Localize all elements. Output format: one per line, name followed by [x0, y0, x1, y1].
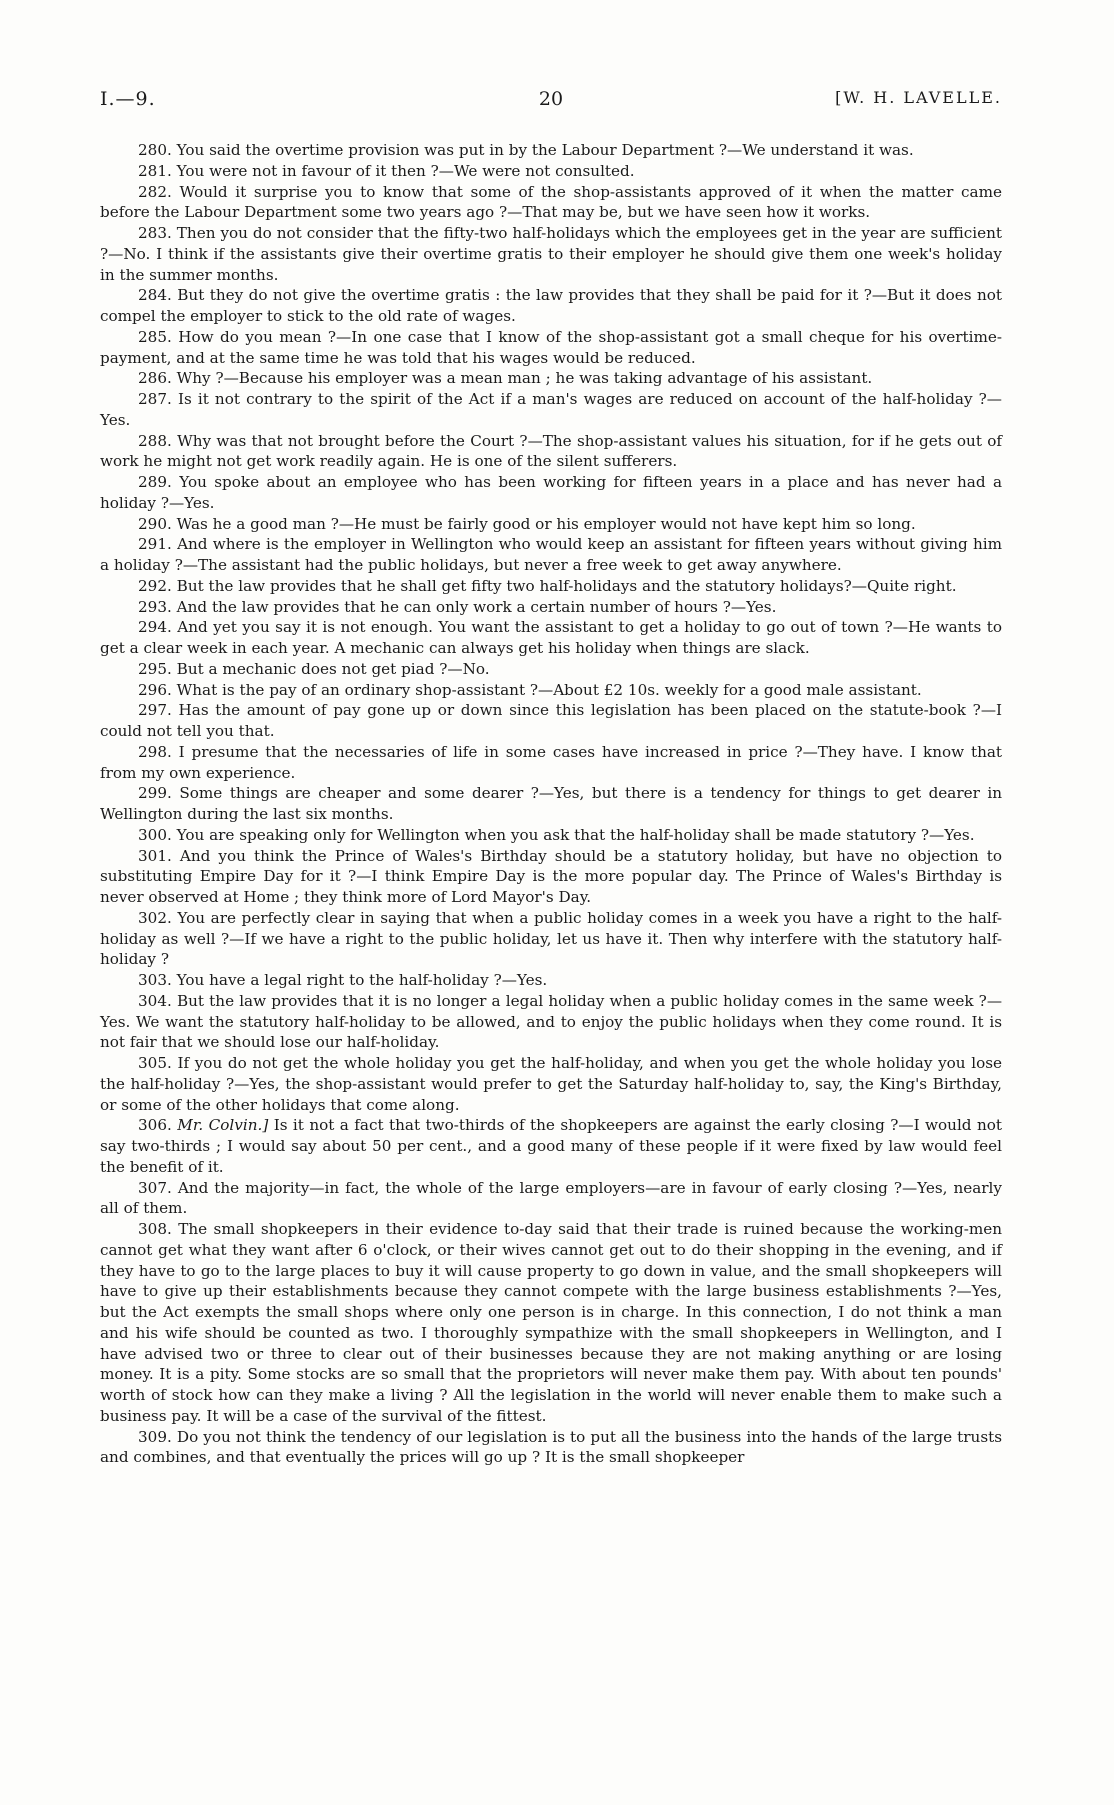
witness-name: [W. H. LAVELLE.: [835, 88, 1002, 107]
question-number: 287.: [138, 390, 172, 408]
question-number: 308.: [138, 1220, 172, 1238]
question-paragraph: [100, 680, 1002, 701]
question-paragraph: [100, 1053, 1002, 1115]
question-number: 305.: [138, 1054, 172, 1072]
question-number: 293.: [138, 597, 172, 616]
question-paragraph: [100, 617, 1002, 659]
question-text: How do you mean ?—In one case that I know of the shop-assistant got a small cheque for his overtime-payment, and at the same time he was told that his wages would be reduced.: [100, 327, 1002, 367]
question-paragraph: [100, 846, 1002, 908]
question-paragraph: [100, 1427, 1002, 1469]
question-text: Would it surprise you to know that some of the shop-assistants approved of it when the matter came before the Labour Department some two years ago ?—That may be, but we have seen how it works.: [100, 182, 1002, 222]
question-number: 295.: [138, 659, 172, 678]
question-text: You said the overtime provision was put in by the Labour Department ?—We understand it was.: [176, 141, 914, 159]
question-text: But a mechanic does not get piad ?—No.: [176, 659, 490, 678]
question-text: And the law provides that he can only work a certain number of hours ?—Yes.: [176, 597, 777, 616]
question-number: 288.: [138, 431, 172, 450]
question-paragraph: [100, 908, 1002, 970]
question-text: And where is the employer in Wellington who would keep an assistant for fifteen years without giving him a holiday ?—The assistant had the public holidays, but never a free week to get away anywhere.: [100, 535, 1003, 574]
question-paragraph: [100, 659, 1002, 680]
question-number: 304.: [138, 991, 172, 1010]
question-text: Why was that not brought before the Court ?—The shop-assistant values his situation, for if he gets out of work he might not get work readily again. He is one of the silent sufferers.: [100, 431, 1003, 471]
question-text: You spoke about an employee who has been working for fifteen years in a place and has never had a holiday ?—Yes.: [100, 473, 1003, 512]
question-text: If you do not get the whole holiday you get the half-holiday, and when you get the whole holiday you lose the half-holiday ?—Yes, the shop-assistant would prefer to get the Saturday half-holiday to, say, the King's Birthday, or some of the other holidays that come along.: [100, 1054, 1002, 1114]
question-number: 302.: [138, 908, 172, 927]
question-paragraph: [100, 514, 1002, 535]
question-number: 296.: [138, 680, 172, 699]
evidence-text: [100, 140, 1002, 1468]
question-paragraph: [100, 327, 1002, 369]
speaker-name: Mr. Colvin.]: [177, 1116, 269, 1135]
question-text: Was he a good man ?—He must be fairly good or his employer would not have kept him so long.: [176, 514, 916, 533]
question-number: 298.: [138, 742, 172, 761]
question-paragraph: [100, 970, 1002, 991]
question-text: You were not in favour of it then ?—We were not consulted.: [176, 161, 635, 180]
question-number: 309.: [138, 1427, 172, 1446]
question-text: But the law provides that it is no longer a legal holiday when a public holiday comes in the same week ?—Yes. We want the statutory half-holiday to be allowed, and to enjoy the public holidays when they come round. It is not fair that we should lose our half-holiday.: [100, 991, 1003, 1052]
question-paragraph: [100, 597, 1002, 618]
question-number: 282.: [138, 182, 172, 201]
question-paragraph: [100, 182, 1002, 224]
question-paragraph: [100, 742, 1002, 784]
question-paragraph: [100, 1178, 1002, 1220]
question-number: 286.: [138, 369, 172, 388]
question-text: But they do not give the overtime gratis : the law provides that they shall be paid for it ?—But it does not compel the employer to stick to the old rate of wages.: [100, 286, 1003, 325]
question-text: You are speaking only for Wellington when you ask that the half-holiday shall be made statutory ?—Yes.: [176, 825, 975, 844]
question-text: And yet you say it is not enough. You want the assistant to get a holiday to go out of town ?—He wants to get a clear week in each year. A mechanic can always get his holiday when things are slack.: [100, 618, 1002, 657]
paper-reference: I.—9.: [100, 88, 156, 110]
question-number: 283.: [138, 224, 172, 242]
question-number: 303.: [138, 971, 172, 989]
question-number: 284.: [138, 286, 172, 305]
question-number: 290.: [138, 514, 172, 533]
question-paragraph: [100, 576, 1002, 597]
question-text: What is the pay of an ordinary shop-assistant ?—About £2 10s. weekly for a good male assistant.: [176, 680, 922, 699]
question-number: 306.: [138, 1116, 172, 1135]
question-paragraph: [100, 431, 1002, 473]
question-text: You are perfectly clear in saying that when a public holiday comes in a week you have a right to the half-holiday as well ?—If we have a right to the public holiday, let us have it. Then why interfere with the statutory half-holiday ?: [100, 908, 1002, 969]
question-number: 294.: [138, 618, 172, 637]
page-header: [100, 88, 1002, 112]
question-number: 280.: [138, 141, 172, 159]
question-number: 289.: [138, 473, 172, 491]
question-paragraph: [100, 991, 1002, 1053]
question-text: And the majority—in fact, the whole of the large employers—are in favour of early closing ?—Yes, nearly all of them.: [100, 1178, 1002, 1218]
question-text: Do you not think the tendency of our legislation is to put all the business into the hands of the large trusts and combines, and that eventually the prices will go up ? It is the small shopkeeper: [100, 1427, 1003, 1467]
question-text: You have a legal right to the half-holiday ?—Yes.: [176, 971, 548, 989]
question-text: Some things are cheaper and some dearer ?—Yes, but there is a tendency for things to get dearer in Wellington during the last six months.: [100, 784, 1003, 823]
question-paragraph: [100, 472, 1002, 514]
question-number: 281.: [138, 161, 172, 180]
question-text: Why ?—Because his employer was a mean man ; he was taking advantage of his assistant.: [176, 369, 873, 388]
question-number: 285.: [138, 327, 172, 346]
question-paragraph: [100, 534, 1002, 576]
question-number: 300.: [138, 825, 172, 844]
question-paragraph: [100, 368, 1002, 389]
question-paragraph: [100, 223, 1002, 285]
question-paragraph: [100, 1115, 1002, 1177]
question-number: 292.: [138, 576, 172, 595]
question-text: Then you do not consider that the fifty-two half-holidays which the employees get in the year are sufficient ?—No. I think if the assistants give their overtime gratis to their employer he should give them one week's holiday in the summer months.: [100, 224, 1002, 284]
question-number: 301.: [138, 846, 172, 865]
question-paragraph: [100, 140, 1002, 161]
question-paragraph: [100, 783, 1002, 825]
question-number: 299.: [138, 784, 172, 803]
question-text: But the law provides that he shall get fifty two half-holidays and the statutory holidays?—Quite right.: [176, 576, 957, 595]
question-paragraph: [100, 700, 1002, 742]
question-number: 307.: [138, 1178, 172, 1197]
question-text: And you think the Prince of Wales's Birthday should be a statutory holiday, but have no objection to substituting Empire Day for it ?—I think Empire Day is the more popular day. The Prince of Wales's Birthday is never observed at Home ; they think more of Lord Mayor's Day.: [100, 846, 1002, 906]
question-paragraph: [100, 285, 1002, 327]
question-paragraph: [100, 389, 1002, 431]
question-paragraph: [100, 161, 1002, 182]
question-text: Is it not a fact that two-thirds of the shopkeepers are against the early closing ?—I would not say two-thirds ; I would say about 50 per cent., and a good many of these people if it were fixed by law would feel the benefit of it.: [100, 1116, 1002, 1176]
question-number: 297.: [138, 701, 172, 720]
question-paragraph: [100, 825, 1002, 846]
question-text: The small shopkeepers in their evidence to-day said that their trade is ruined because the working-men cannot get what they want after 6 o'clock, or their wives cannot get out to do their shopping in the evening, and if they have to go to the large places to buy it will cause property to go down in value, and the small shopkeepers will have to give up their establishments because they cannot compete with the large business establishments ?—Yes, but the Act exempts the small shops where only one person is in charge. In this connection, I do not think a man and his wife should be counted as two. I thoroughly sympathize with the small shopkeepers in Wellington, and I have advised two or three to clear out of their businesses because they are not making anything or are losing money. It is a pity. Some stocks are so small that the proprietors will never make them pay. With about ten pounds' worth of stock how can they make a living ? All the legislation in the world will never enable them to make such a business pay. It will be a case of the survival of the fittest.: [100, 1220, 1003, 1425]
question-paragraph: [100, 1219, 1002, 1427]
question-number: 291.: [138, 535, 172, 554]
question-text: Is it not contrary to the spirit of the Act if a man's wages are reduced on account of the half-holiday ?—Yes.: [100, 390, 1002, 429]
page-number: 20: [538, 88, 564, 110]
question-text: Has the amount of pay gone up or down since this legislation has been placed on the statute-book ?—I could not tell you that.: [100, 701, 1003, 740]
question-text: I presume that the necessaries of life in some cases have increased in price ?—They have. I know that from my own experience.: [100, 742, 1003, 782]
